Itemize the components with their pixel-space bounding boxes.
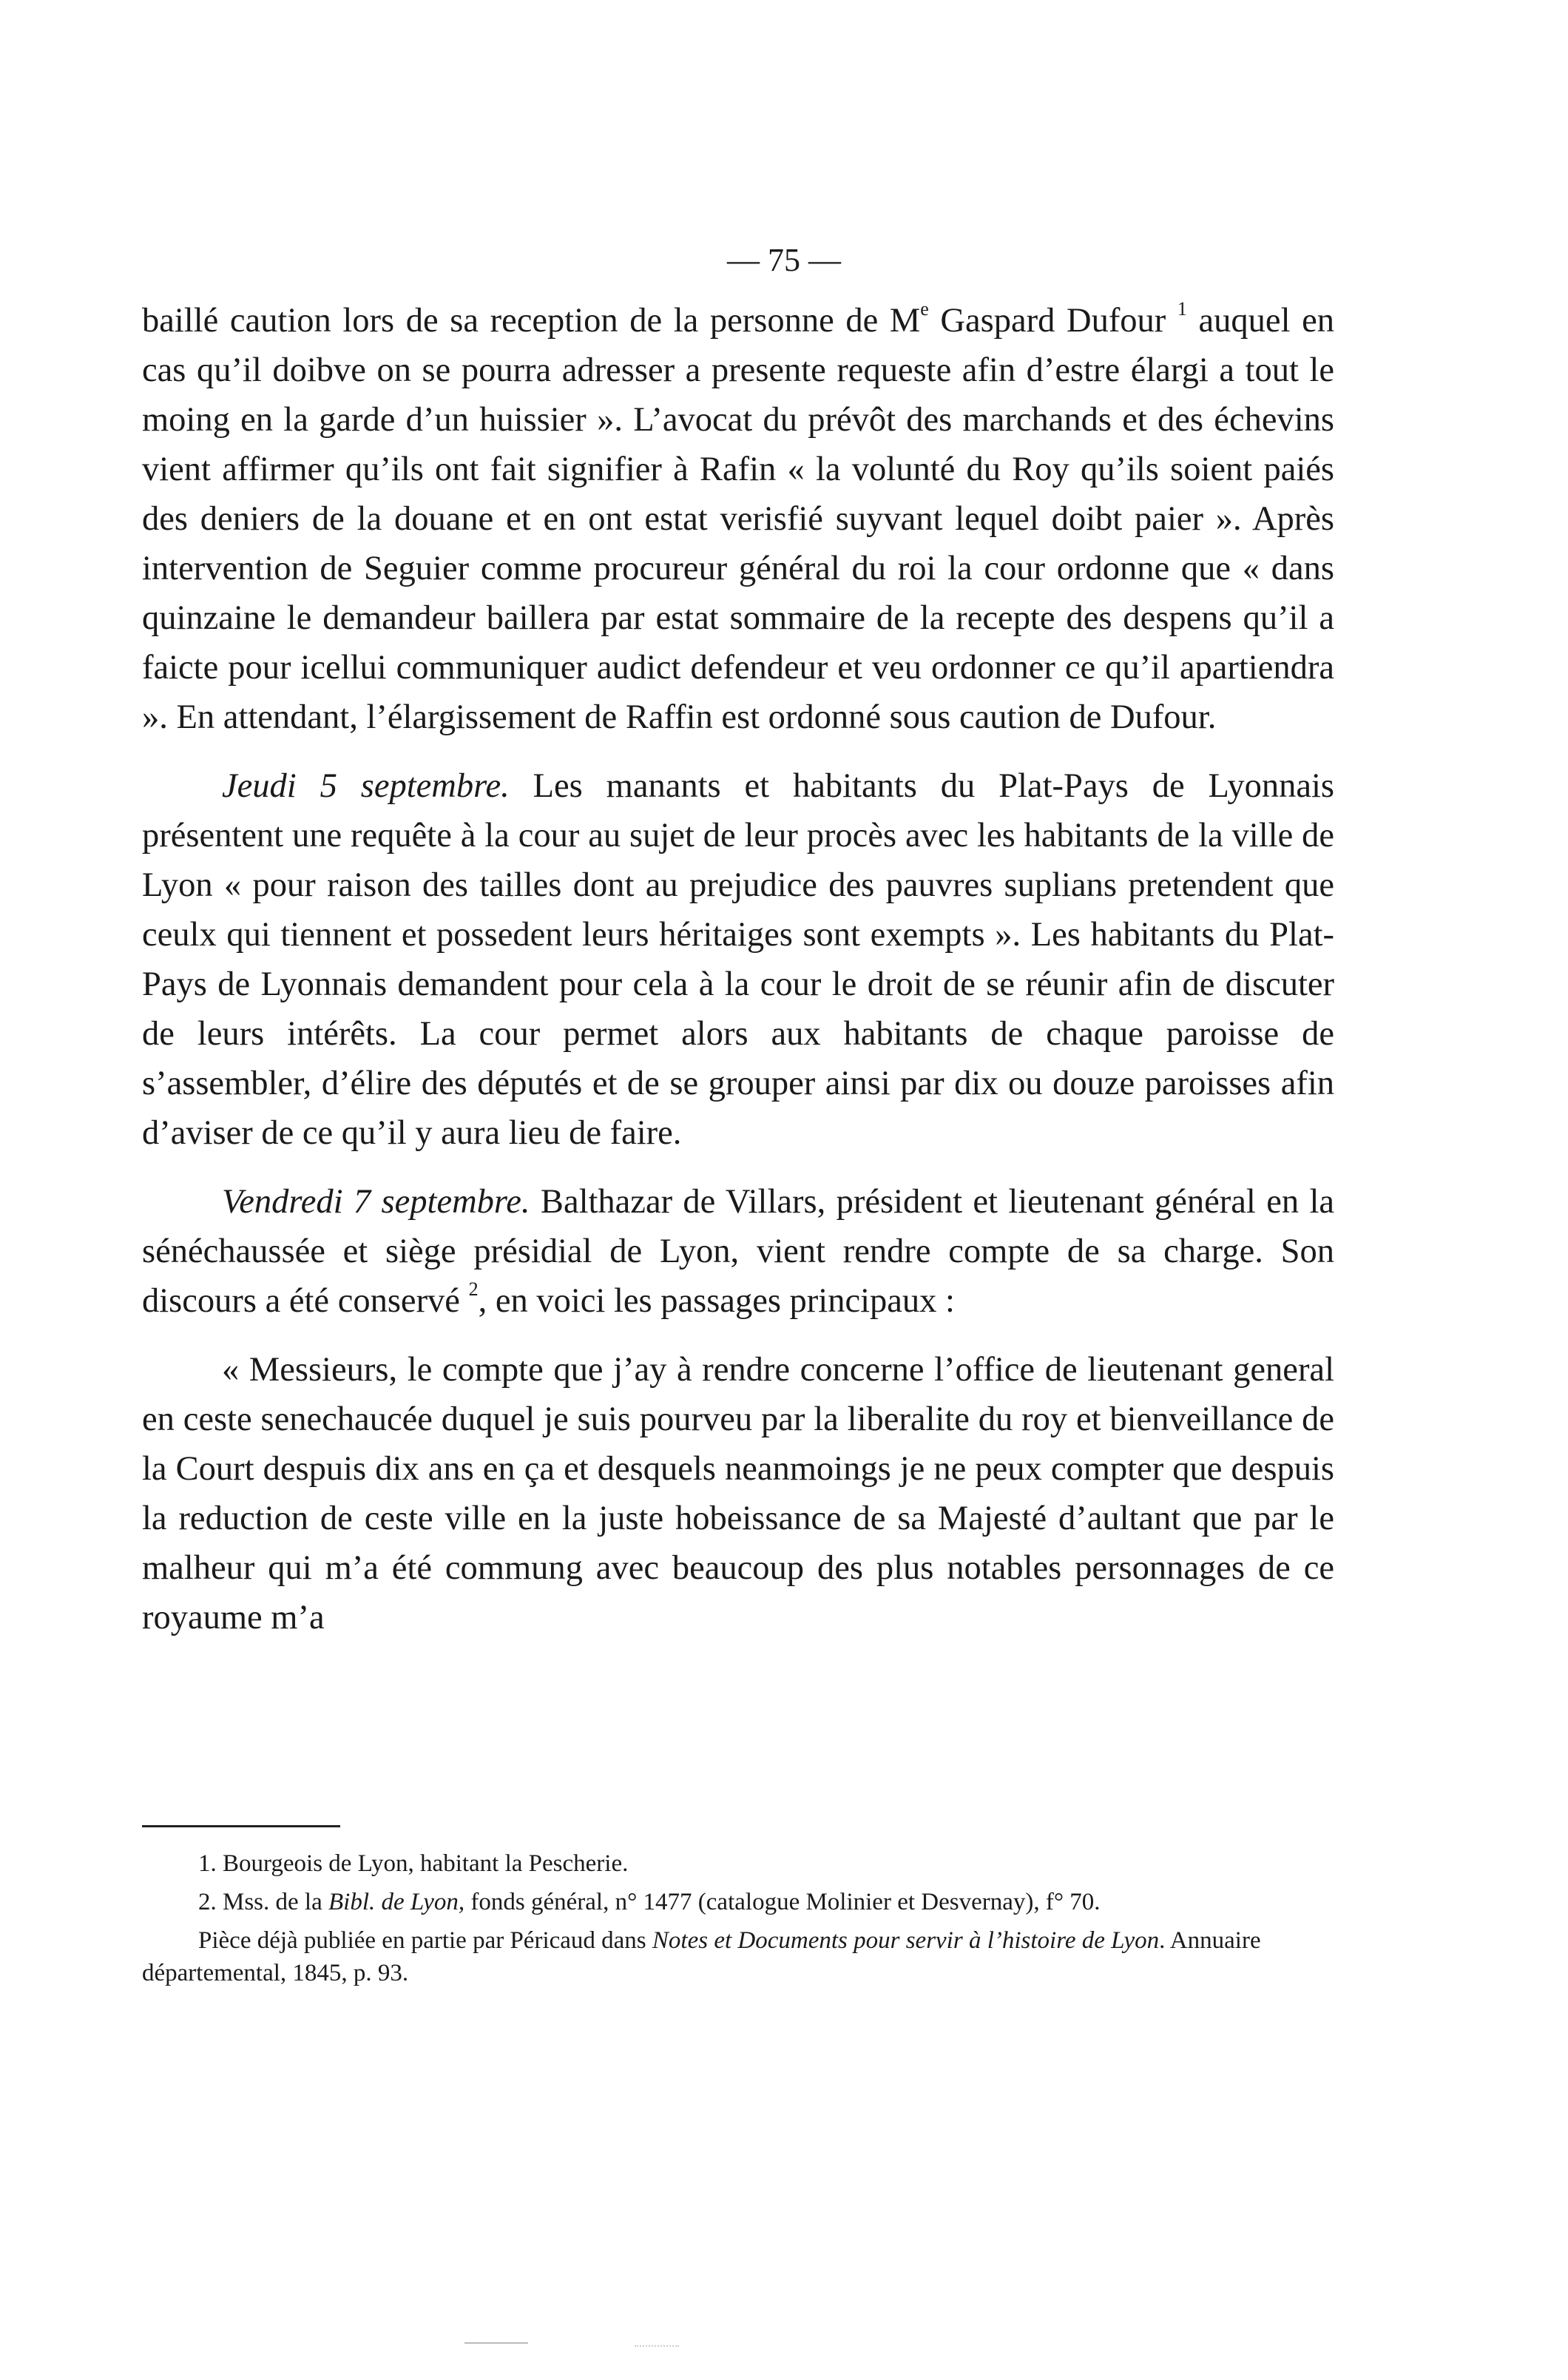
paragraph-2	[142, 761, 1334, 1158]
fn2c-text-a: Pièce déjà publiée en partie par Péricaud dans	[198, 1927, 652, 1954]
p2-text: Les manants et habitants du Plat-Pays de Lyonnais présentent une requête à la cour au sujet de leur procès avec les habitants de la ville de Lyon « pour raison des tailles dont au prejudice des pauvres suplians pretendent que ceulx qui tiennent et possedent leurs héritaiges sont exempts ». Les habitants du Plat-Pays de Lyonnais demandent pour cela à la cour le droit de se réunir afin de discuter de leurs intérêts. La cour permet alors aux habitants de chaque paroisse de s’assembler, d’élire des députés et de se grouper ainsi par dix ou douze paroisses afin d’aviser de ce qu’il y aura lieu de faire.	[142, 767, 1334, 1152]
footnote-2-continuation	[142, 1924, 1334, 1989]
p4-text: « Messieurs, le compte que j’ay à rendre concerne l’office de lieutenant general en ceste senechaucée duquel je suis pourveu par la liberalite du roy et bienveillance de la Court despuis dix ans en ça et desquels neanmoings je ne peux compter que despuis la reduction de ceste ville en la juste hobeissance de sa Majesté d’aultant que par le malheur qui m’a été commung avec beaucoup des plus notables personnages de ce royaume m’a	[142, 1351, 1334, 1636]
fn2-text-c: fonds général, n° 1477 (catalogue Molinier et Desvernay), f° 70.	[464, 1889, 1101, 1915]
p3-date: Vendredi 7 septembre.	[222, 1183, 530, 1221]
page-number: — 75 —	[727, 242, 841, 278]
paragraph-1	[142, 296, 1334, 742]
footnote-1: 1. Bourgeois de Lyon, habitant la Pescherie.	[198, 1850, 629, 1877]
p3-text-b: , en voici les passages principaux :	[478, 1282, 955, 1320]
p1-text-a: baillé caution lors de sa reception de la personne de M	[142, 302, 921, 340]
p1-superscript-e: e	[920, 297, 929, 320]
fn2c-title: Notes et Documents pour servir à l’histoire de Lyon	[652, 1927, 1160, 1954]
paragraph-3	[142, 1177, 1334, 1326]
p1-text-c: auquel en cas qu’il doibve on se pourra adresser a presente requeste afin d’estre élargi a tout le moing en la garde d’un huissier ». L’avocat du prévôt des marchands et des échevins vient affirmer qu’ils ont fait signifier à Rafin « la volunté du Roy qu’ils soient paiés des deniers de la douane et en ont estat verisfié suyvant lequel doibt paier ». Après intervention de Seguier comme procureur général du roi la cour ordonne que « dans quinzaine le demandeur baillera par estat sommaire de la recepte des despens qu’il a faicte pour icellui communiquer audict defendeur et veu ordonner ce qu’il apartiendra ». En attendant, l’élargissement de Raffin est ordonné sous caution de Dufour.	[142, 302, 1334, 736]
footnote-ref-2: 2	[468, 1278, 479, 1300]
fn2c-text-c: . Annuaire départemental, 1845, p. 93.	[142, 1927, 1261, 1986]
scan-mark-dotted	[635, 2345, 679, 2347]
footnote-2	[142, 1886, 1334, 1918]
footnotes	[142, 1847, 1334, 1989]
p1-text-b: Gaspard Dufour	[928, 302, 1177, 340]
p2-date: Jeudi 5 septembre.	[222, 767, 510, 805]
paragraph-4	[142, 1345, 1334, 1642]
fn2-library: Bibl. de Lyon,	[328, 1889, 465, 1915]
main-text	[142, 296, 1334, 1642]
scan-mark	[464, 2342, 528, 2344]
footnote-divider	[142, 1825, 340, 1827]
p3-text-a: Balthazar de Villars, président et lieutenant général en la sénéchaussée et siège présidial de Lyon, vient rendre compte de sa charge. Son discours a été conservé	[142, 1183, 1335, 1320]
footnote-ref-1: 1	[1177, 297, 1187, 320]
fn2-text-a: 2. Mss. de la	[198, 1889, 328, 1915]
